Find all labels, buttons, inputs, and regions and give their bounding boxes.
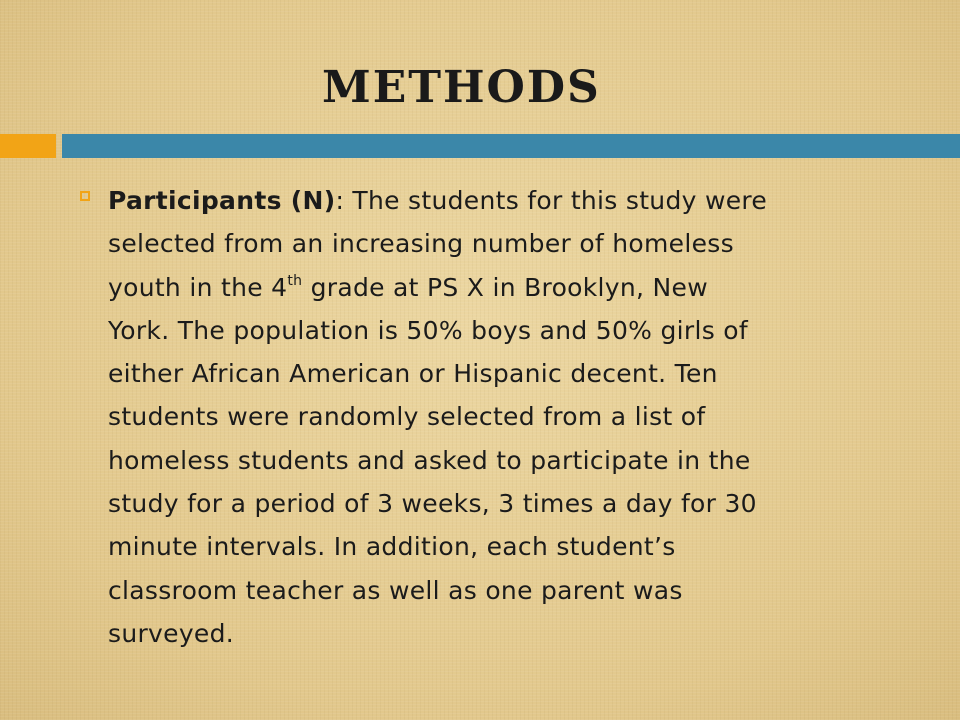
text-line [108, 179, 928, 222]
text-segment: grade at PS X in Brooklyn, New [302, 272, 708, 302]
text-segment: students were randomly selected from a list of [108, 402, 706, 432]
text-line [108, 569, 928, 612]
accent-bar-blue [62, 134, 960, 158]
text-line [108, 352, 928, 395]
text-segment: study for a period of 3 weeks, 3 times a day for 30 [108, 489, 757, 519]
text-segment: either African American or Hispanic decent. Ten [108, 359, 718, 389]
text-line [108, 482, 928, 525]
bullet-paragraph [108, 179, 928, 655]
accent-bar-orange [0, 134, 56, 158]
text-segment: youth in the 4 [108, 272, 288, 302]
text-segment: : The students for this study were [335, 186, 768, 215]
text-segment: homeless students and asked to participate in the [108, 445, 751, 475]
text-line [108, 439, 928, 482]
slide-title: METHODS [322, 62, 601, 113]
text-segment: classroom teacher as well as one parent was [108, 575, 683, 605]
text-segment: York. The population is 50% boys and 50% girls of [108, 315, 748, 345]
text-line [108, 525, 928, 568]
square-bullet-icon [80, 191, 90, 201]
superscript: th [287, 272, 303, 289]
text-line [108, 222, 928, 265]
text-segment: surveyed. [108, 618, 235, 648]
text-segment: minute intervals. In addition, each student’s [108, 532, 676, 562]
text-line [108, 612, 928, 655]
text-line [108, 309, 928, 352]
text-segment: selected from an increasing number of homeless [108, 229, 734, 259]
text-line [108, 395, 928, 438]
text-line [108, 266, 928, 309]
bullet-label: Participants (N) [108, 186, 336, 215]
